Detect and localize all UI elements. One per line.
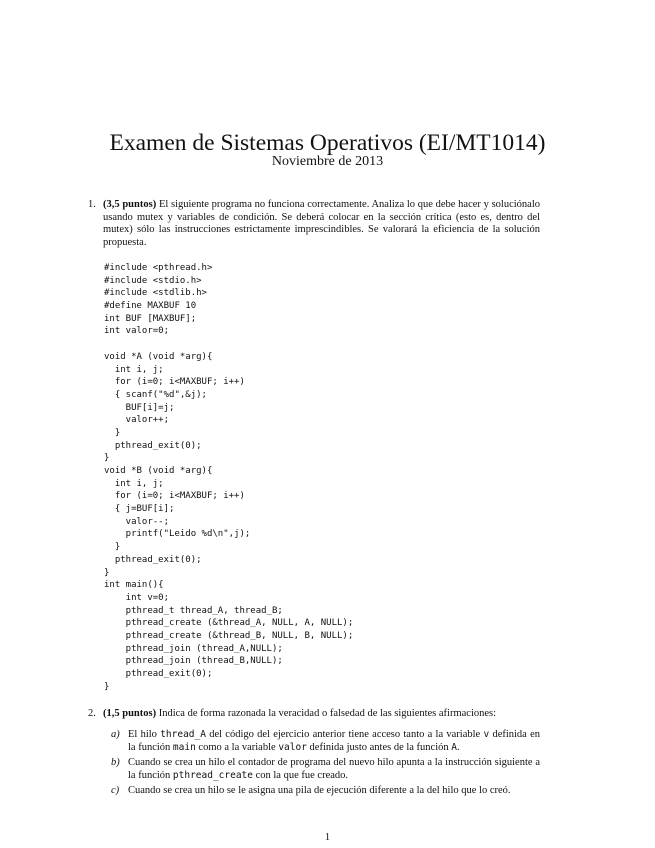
exam-date: Noviembre de 2013 [271,154,384,169]
question-1-number: 1. [88,199,96,210]
code-line: printf("Leido %d\n",j); [104,529,251,540]
code-line: int i, j; [104,478,164,489]
question-1-statement [103,199,540,249]
code-line: { scanf("%d",&j); [104,389,207,400]
code-line: pthread_exit(0); [104,440,202,451]
code-line: int BUF [MAXBUF]; [104,313,197,324]
code-line: void *B (void *arg){ [104,466,213,476]
question-1-points: (3,5 puntos) [103,199,157,210]
code-line: pthread_exit(0); [104,554,202,565]
code-line: pthread_create (&thread_B, NULL, B, NULL); [104,630,354,641]
code-line [104,338,353,351]
code-line: } [104,567,110,578]
subitem-b-label: b) [111,757,120,768]
code-line: pthread_exit(0); [104,669,213,679]
code-line: valor++; [104,415,170,426]
subitem-a-text: El hilo thread_A del código del ejercicio anterior tiene acceso tanto a la variable v definida en la función main como a la variable valor definida justo antes de la función A. [128,729,541,753]
code-line: BUF[i]=j; [104,402,175,413]
question-2-text: Indica de forma razonada la veracidad o falsedad de las siguientes afirmaciones: [158,708,497,719]
question-2-statement [103,708,540,721]
code-line: } [104,681,110,692]
subitem-b-text: Cuando se crea un hilo el contador de programa del nuevo hilo apunta a la instrucción siguiente a la función pthread_create con la que fue creado. [128,757,540,781]
code-line: #include <pthread.h> [104,263,213,273]
code-line: } [104,542,121,553]
code-line: pthread_join (thread_B,NULL); [104,656,283,667]
code-listing [104,262,353,693]
code-line: for (i=0; i<MAXBUF; i++) [104,491,245,502]
code-line: } [104,427,121,438]
code-line: int main(){ [104,580,164,591]
code-line: pthread_t thread_A, thread_B; [104,605,283,616]
subitem-c-label: c) [111,785,120,796]
code-line: #define MAXBUF 10 [104,301,197,312]
code-line: pthread_create (&thread_A, NULL, A, NULL); [104,618,354,629]
question-1-text: El siguiente programa no funciona correctamente. Analiza lo que debe hacer y soluciónalo usando mutex y variables de condición. Se deberá colocar en la sección crítica (esto es, dentro del mutex) sólo las instrucciones estrictamente imprescindibles. Se valorará la eficiencia de la solución propuesta. [103,199,540,248]
code-line: #include <stdlib.h> [104,288,207,299]
code-line: } [104,453,110,464]
subitem-a-label: a) [111,729,120,740]
code-line: { j=BUF[i]; [104,504,175,515]
page-number: 1 [324,832,331,843]
code-line: int v=0; [104,592,170,603]
code-line: valor--; [104,516,170,527]
code-line: int i, j; [104,364,164,375]
subitem-c-text: Cuando se crea un hilo se le asigna una pila de ejecución diferente a la del hilo que lo creó. [128,785,511,796]
question-2-points: (1,5 puntos) [103,708,157,719]
question-2-number: 2. [88,708,96,719]
code-line: int valor=0; [104,326,170,337]
code-line: pthread_join (thread_A,NULL); [104,643,283,654]
code-line: void *A (void *arg){ [104,351,213,362]
code-line: #include <stdio.h> [104,275,202,286]
code-line: for (i=0; i<MAXBUF; i++) [104,377,245,388]
exam-title: Examen de Sistemas Operativos (EI/MT1014) [109,130,546,156]
